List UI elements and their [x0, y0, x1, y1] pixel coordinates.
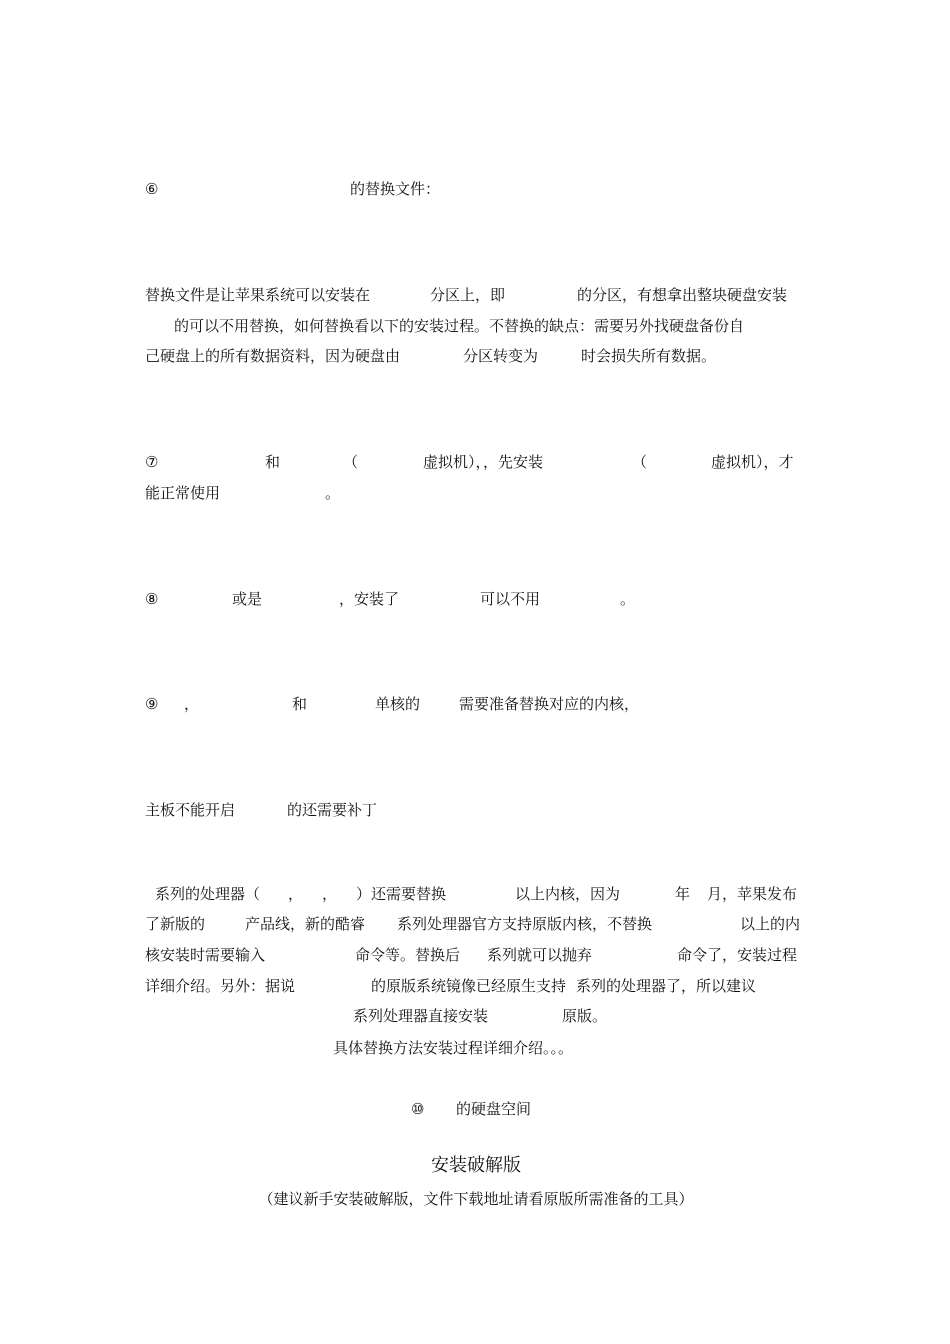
item-7-l1-b: （ [343, 453, 359, 471]
para2-l4-a: 详细介绍。另外：据说 [145, 977, 296, 995]
para2-l1-c: ， [322, 885, 338, 903]
item-8-d: 。 [620, 590, 636, 608]
item-9-c: 单核的 [375, 695, 421, 713]
board-b: 的还需要补丁 [287, 801, 378, 819]
para2-l2-d: 以上的内 [740, 915, 801, 933]
para2-l3-d: 命令了，安装过程 [677, 946, 798, 964]
item-7-l1-c: 虚拟机），，先安装 [423, 453, 544, 471]
para2-l2-a: 了新版的 [145, 915, 206, 933]
item-8-c: 可以不用 [480, 590, 541, 608]
item-7-l1-d: （ [632, 453, 648, 471]
para2-l3-b: 命令等。替换后 [355, 946, 461, 964]
section-note: （建议新手安装破解版，文件下载地址请看原版所需准备的工具） [258, 1190, 694, 1208]
para1-l1-b: 分区上，即 [430, 286, 506, 304]
item-8-b: ，安装了 [339, 590, 400, 608]
item-7-l2-b: 。 [325, 484, 341, 502]
para1-l1-c: 的分区，有想拿出整块硬盘安装 [577, 286, 788, 304]
para2-l2-b: 产品线，新的酷睿 [245, 915, 366, 933]
para2-l2-c: 系列处理器官方支持原版内核，不替换 [397, 915, 653, 933]
para2-l5-b: 原版。 [562, 1007, 608, 1025]
item-10-marker: ⑩ [411, 1100, 425, 1118]
para1-l2: 的可以不用替换，如何替换看以下的安装过程。不替换的缺点：需要另外找硬盘备份自 [174, 317, 745, 335]
item-9-marker: ⑨ [145, 695, 159, 713]
item-9-a: ， [184, 695, 200, 713]
item-8-marker: ⑧ [145, 590, 159, 608]
para2-l1-d: ）还需要替换 [356, 885, 447, 903]
para2-l1-f: 年 [675, 885, 691, 903]
para2-l3-c: 系列就可以抛弃 [487, 946, 593, 964]
item-10-text: 的硬盘空间 [456, 1100, 532, 1118]
item-9-d: 需要准备替换对应的内核， [459, 695, 640, 713]
item-7-l1-e: 虚拟机），才 [711, 453, 794, 471]
para2-l4-c: 系列的处理器了，所以建议 [576, 977, 757, 995]
item-6-text: 的替换文件： [350, 180, 441, 198]
board-a: 主板不能开启 [145, 801, 236, 819]
para1-l3-c: 时会损失所有数据。 [581, 347, 717, 365]
para2-l5-a: 系列处理器直接安装 [353, 1007, 489, 1025]
para1-l3-a: 己硬盘上的所有数据资料，因为硬盘由 [145, 347, 401, 365]
para2-l4-b: 的原版系统镜像已经原生支持 [371, 977, 567, 995]
para2-l1-e: 以上内核，因为 [515, 885, 621, 903]
item-8-a: 或是 [232, 590, 263, 608]
para2-l6: 具体替换方法安装过程详细介绍。。。 [333, 1039, 574, 1057]
para2-l1-a: 系列的处理器（ [155, 885, 261, 903]
section-title: 安装破解版 [431, 1155, 521, 1176]
item-7-l2-a: 能正常使用 [145, 484, 221, 502]
item-9-b: 和 [292, 695, 308, 713]
item-7-marker: ⑦ [145, 453, 159, 471]
para2-l1-g: 月，苹果发布 [707, 885, 798, 903]
para1-l1-a: 替换文件是让苹果系统可以安装在 [145, 286, 371, 304]
para1-l3-b: 分区转变为 [463, 347, 539, 365]
para2-l3-a: 核安装时需要输入 [145, 946, 266, 964]
item-6-marker: ⑥ [145, 180, 159, 198]
para2-l1-b: ， [288, 885, 304, 903]
item-7-l1-a: 和 [265, 453, 281, 471]
